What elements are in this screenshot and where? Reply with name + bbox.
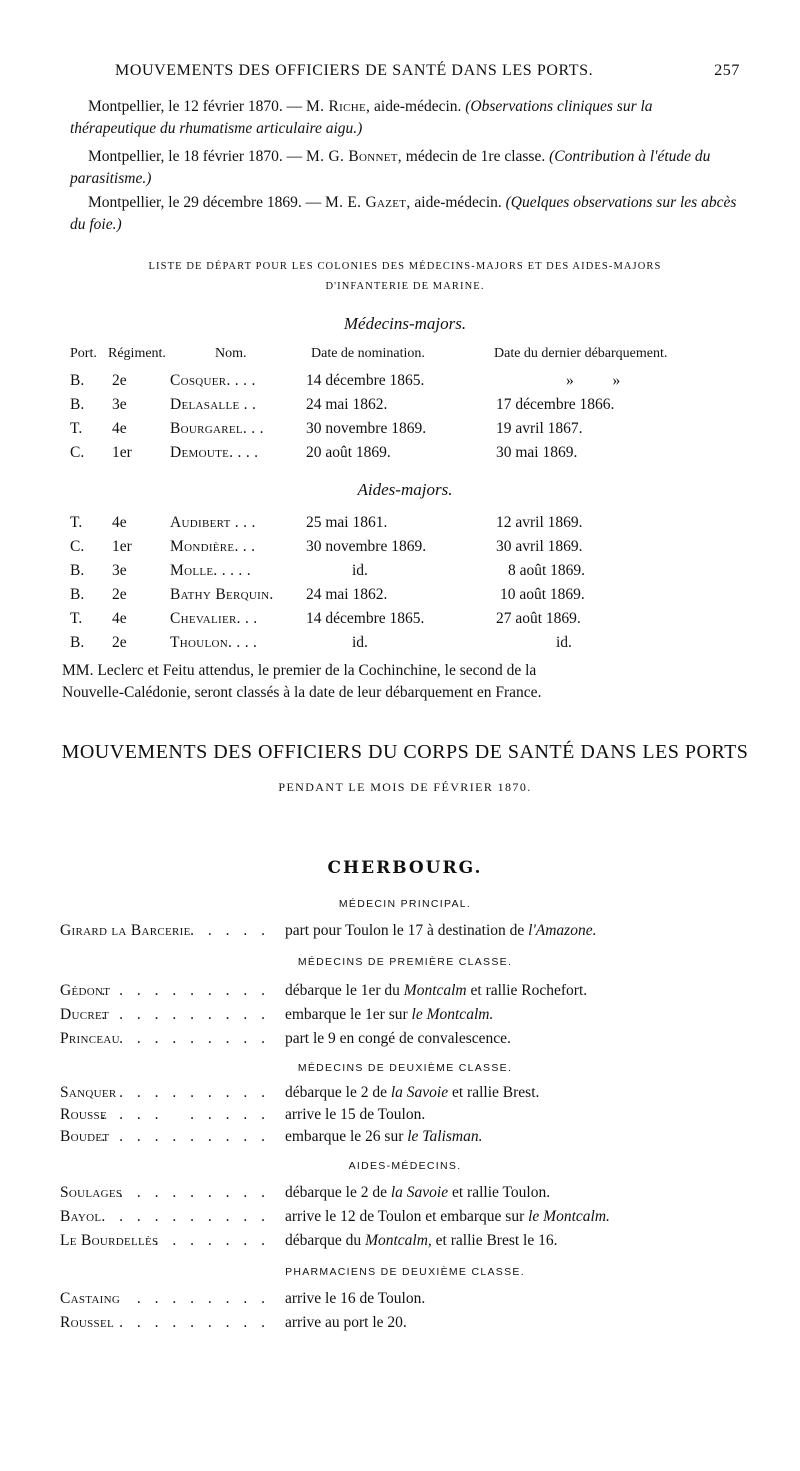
cell-regiment: 4e xyxy=(112,514,127,531)
officer-name: Princeau xyxy=(60,1030,120,1047)
cell-nomination: 14 décembre 1865. xyxy=(306,610,425,627)
movement-text: embarque le 1er sur le Montcalm. xyxy=(285,1006,494,1023)
table-row xyxy=(0,586,800,608)
officer-name: Castaing xyxy=(60,1290,121,1307)
cell-port: T. xyxy=(70,420,83,437)
dot-leader: . . . . . . . . . . xyxy=(101,982,270,999)
movement-entry xyxy=(0,1084,800,1106)
thesis-entry xyxy=(70,96,740,140)
cell-debarquement: 8 août 1869. xyxy=(508,562,586,579)
cell-debarquement: 27 août 1869. xyxy=(496,610,581,627)
movement-text: arrive le 12 de Toulon et embarque sur le Montcalm. xyxy=(285,1208,610,1225)
page-number: 257 xyxy=(714,62,740,79)
movement-text: part pour Toulon le 17 à destination de l'Amazone. xyxy=(285,922,597,939)
cell-port: B. xyxy=(70,586,85,603)
movement-entry xyxy=(0,1106,800,1128)
cell-name: Cosquer. . . . xyxy=(170,372,256,389)
thesis-title: (Contribution à l'étude du parasitisme.) xyxy=(70,148,711,187)
cell-regiment: 3e xyxy=(112,396,127,413)
cell-regiment: 1er xyxy=(112,444,132,461)
movement-text: débarque le 1er du Montcalm et rallie Rochefort. xyxy=(285,982,588,999)
cell-nomination: 24 mai 1862. xyxy=(306,586,388,603)
officer-name: Rousse xyxy=(60,1106,107,1123)
thesis-author: M. Riche, xyxy=(306,98,371,115)
cell-debarquement: 30 mai 1869. xyxy=(496,444,578,461)
cell-regiment: 3e xyxy=(112,562,127,579)
dot-leader: . . . . . . . . . . xyxy=(101,1006,270,1023)
table-row xyxy=(0,396,800,418)
movement-entry xyxy=(0,982,800,1004)
cell-debarquement: 10 août 1869. xyxy=(500,586,585,603)
table-row xyxy=(0,634,800,656)
dot-leader: . . . . . . . . . xyxy=(101,1106,270,1123)
col-header-port: Port. xyxy=(70,346,97,361)
cell-name: Molle. . . . . xyxy=(170,562,251,579)
cell-regiment: 2e xyxy=(112,586,127,603)
officer-name: Girard la Barcerie xyxy=(60,922,191,939)
cell-port: C. xyxy=(70,538,85,555)
section-title: MOUVEMENTS DES OFFICIERS DU CORPS DE SANTÉ DANS LES PORTS xyxy=(61,741,749,763)
table-row xyxy=(0,420,800,442)
cell-name: Thoulon. . . . xyxy=(170,634,258,651)
cell-port: B. xyxy=(70,372,85,389)
cell-name: Demoute. . . . xyxy=(170,444,259,461)
dot-leader: . . . . . . . . xyxy=(136,1290,270,1307)
cell-name: Mondière. . . xyxy=(170,538,256,555)
cell-port: B. xyxy=(70,634,85,651)
cell-debarquement: id. xyxy=(556,634,572,651)
movement-text: arrive le 15 de Toulon. xyxy=(285,1106,426,1123)
cell-name: Chevalier. . . xyxy=(170,610,258,627)
list-note xyxy=(62,660,742,704)
rank-heading: MÉDECINS DE PREMIÈRE CLASSE. xyxy=(297,956,513,968)
officer-name: Soulages xyxy=(60,1184,123,1201)
running-title: MOUVEMENTS DES OFFICIERS DE SANTÉ DANS LES PORTS. xyxy=(115,62,594,79)
cell-name: Audibert . . . xyxy=(170,514,256,531)
dot-leader: . . . . . . . . . xyxy=(119,1030,270,1047)
note-line: Nouvelle-Calédonie, seront classés à la date de leur débarquement en France. xyxy=(62,684,542,701)
movement-entry xyxy=(0,1030,800,1052)
section-subtitle: PENDANT LE MOIS DE FÉVRIER 1870. xyxy=(278,780,532,794)
dot-leader: . . . . . . . xyxy=(154,1232,270,1249)
dot-leader: . . . . . . . . . xyxy=(119,1314,270,1331)
thesis-title: (Quelques observations sur les abcès du foie.) xyxy=(70,194,737,233)
group-heading: Aides-majors. xyxy=(357,480,453,499)
officer-name: Roussel xyxy=(60,1314,114,1331)
cell-name: Delasalle . . xyxy=(170,396,257,413)
officer-name: Boudet xyxy=(60,1128,110,1145)
rank-heading: MÉDECINS DE DEUXIÈME CLASSE. xyxy=(297,1062,513,1074)
cell-debarquement: 19 avril 1867. xyxy=(496,420,583,437)
list-title-line2: D'INFANTERIE DE MARINE. xyxy=(325,281,485,292)
thesis-entry xyxy=(70,192,740,236)
movement-entry xyxy=(0,1006,800,1028)
cell-regiment: 4e xyxy=(112,420,127,437)
cell-port: B. xyxy=(70,396,85,413)
cell-debarquement: 30 avril 1869. xyxy=(496,538,583,555)
cell-port: T. xyxy=(70,610,83,627)
cell-debarquement: 17 décembre 1866. xyxy=(496,396,615,413)
thesis-author: M. E. Gazet, xyxy=(324,194,411,211)
movement-entry xyxy=(0,1290,800,1312)
table-row xyxy=(0,562,800,584)
movement-text: débarque le 2 de la Savoie et rallie Brest. xyxy=(285,1084,540,1101)
thesis-role: médecin de 1re classe. xyxy=(405,148,546,165)
rank-heading: PHARMACIENS DE DEUXIÈME CLASSE. xyxy=(285,1266,525,1278)
movement-text: arrive au port le 20. xyxy=(285,1314,407,1331)
cell-nomination: 30 novembre 1869. xyxy=(306,538,427,555)
cell-regiment: 1er xyxy=(112,538,132,555)
table-row xyxy=(0,444,800,466)
rank-heading: AIDES-MÉDECINS. xyxy=(348,1160,462,1172)
rank-heading: MÉDECIN PRINCIPAL. xyxy=(338,898,472,910)
dot-leader: . . . . . xyxy=(190,922,270,939)
movement-text: arrive le 16 de Toulon. xyxy=(285,1290,426,1307)
thesis-author: M. G. Bonnet, xyxy=(306,148,402,165)
table-row xyxy=(0,538,800,560)
officer-name: Bayol xyxy=(60,1208,102,1225)
movement-text: débarque le 2 de la Savoie et rallie Toulon. xyxy=(285,1184,551,1201)
cell-debarquement: 12 avril 1869. xyxy=(496,514,583,531)
cell-name: Bourgarel. . . xyxy=(170,420,264,437)
col-header-debarquement: Date du dernier débarquement. xyxy=(494,346,668,361)
thesis-role: aide-médecin. xyxy=(374,98,462,115)
thesis-role: aide-médecin. xyxy=(414,194,502,211)
officer-name: Ducret xyxy=(60,1006,110,1023)
cell-port: B. xyxy=(70,562,85,579)
movement-text: part le 9 en congé de convalescence. xyxy=(285,1030,511,1047)
thesis-place-date: Montpellier, le 12 février 1870. — xyxy=(88,98,303,115)
cell-port: T. xyxy=(70,514,83,531)
table-row xyxy=(0,610,800,632)
list-title-line1: LISTE DE DÉPART POUR LES COLONIES DES MÉDECINS-MAJORS ET DES AIDES-MAJORS xyxy=(148,261,662,272)
cell-nomination: id. xyxy=(352,634,368,651)
officer-name: Sanquer xyxy=(60,1084,117,1101)
cell-nomination: 25 mai 1861. xyxy=(306,514,388,531)
running-head xyxy=(115,62,740,84)
port-heading: CHERBOURG. xyxy=(327,858,483,878)
table-row xyxy=(0,514,800,536)
col-header-nomination: Date de nomination. xyxy=(311,346,425,361)
movement-entry xyxy=(0,1208,800,1230)
col-header-regiment: Régiment. xyxy=(108,346,166,361)
movement-entry xyxy=(0,1232,800,1254)
cell-port: C. xyxy=(70,444,85,461)
cell-regiment: 4e xyxy=(112,610,127,627)
movement-text: embarque le 26 sur le Talisman. xyxy=(285,1128,483,1145)
group-heading: Médecins-majors. xyxy=(343,314,467,333)
officer-name: Gédont xyxy=(60,982,111,999)
col-header-name: Nom. xyxy=(215,346,247,361)
movement-text: débarque du Montcalm, et rallie Brest le 16. xyxy=(285,1232,558,1249)
dot-leader: . . . . . . . . . xyxy=(119,1184,270,1201)
dot-leader: . . . . . . . . . . xyxy=(101,1208,270,1225)
thesis-place-date: Montpellier, le 29 décembre 1869. — xyxy=(88,194,322,211)
dot-leader: . . . . . . . . . xyxy=(119,1084,270,1101)
cell-nomination: 14 décembre 1865. xyxy=(306,372,425,389)
movement-entry xyxy=(0,1314,800,1336)
thesis-place-date: Montpellier, le 18 février 1870. — xyxy=(88,148,303,165)
cell-nomination: id. xyxy=(352,562,368,579)
dot-leader: . . . . . . . . . . xyxy=(101,1128,270,1145)
thesis-title: (Observations cliniques sur la thérapeutique du rhumatisme articulaire aigu.) xyxy=(70,98,653,137)
movement-entry xyxy=(0,922,800,944)
movement-entry xyxy=(0,1128,800,1150)
cell-regiment: 2e xyxy=(112,634,127,651)
cell-regiment: 2e xyxy=(112,372,127,389)
table-row xyxy=(0,372,800,394)
cell-name: Bathy Berquin. xyxy=(170,586,274,603)
cell-nomination: 20 août 1869. xyxy=(306,444,391,461)
cell-nomination: 30 novembre 1869. xyxy=(306,420,427,437)
thesis-entry xyxy=(70,146,740,190)
note-line: MM. Leclerc et Feitu attendus, le premier de la Cochinchine, le second de la xyxy=(62,662,537,679)
officer-name: Le Bourdellès xyxy=(60,1232,159,1249)
cell-nomination: 24 mai 1862. xyxy=(306,396,388,413)
movement-entry xyxy=(0,1184,800,1206)
cell-debarquement: » » xyxy=(566,372,621,389)
